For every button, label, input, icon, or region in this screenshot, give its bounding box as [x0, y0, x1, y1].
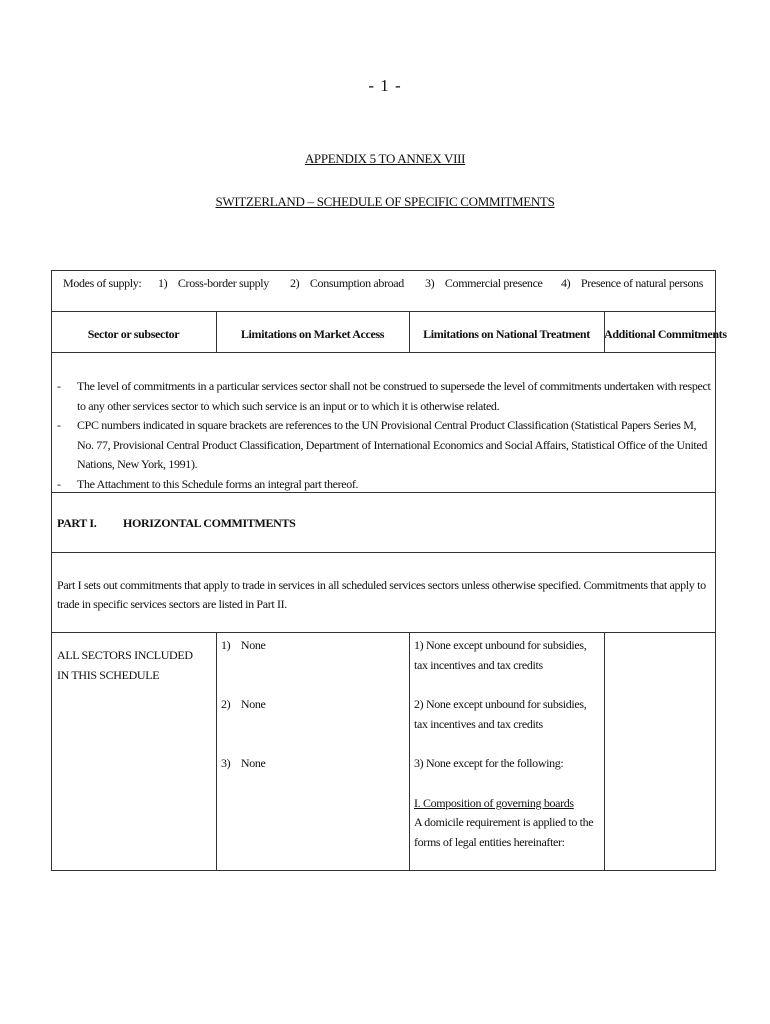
market-access-mode-1: 1) None [221, 638, 266, 652]
mode-commercial-presence: 3) Commercial presence [425, 276, 543, 290]
part-name: HORIZONTAL COMMITMENTS [123, 516, 296, 530]
row-divider-1 [216, 632, 217, 871]
commitments-table [51, 270, 727, 871]
rule-part [51, 552, 716, 553]
note-text: The Attachment to this Schedule forms an integral part thereof. [77, 476, 359, 491]
national-treatment-mode-3: 3) None except for the following: [414, 756, 564, 770]
market-access-mode-3: 3) None [221, 756, 266, 770]
header-national-treatment: Limitations on National Treatment [423, 327, 590, 341]
mode-consumption-abroad: 2) Consumption abroad [290, 276, 404, 290]
part-number: PART I. [57, 516, 97, 530]
page-number: - 1 - [368, 76, 402, 95]
header-market-access: Limitations on Market Access [240, 327, 385, 341]
market-access-mode-2: 2) None [221, 697, 266, 711]
header-additional: Additional Commitments [604, 327, 727, 341]
general-notes [57, 377, 712, 494]
governing-boards-heading: I. Composition of governing boards [414, 796, 574, 810]
note-item [57, 416, 712, 475]
sector-cell: ALL SECTORS INCLUDED IN THIS SCHEDULE [57, 648, 193, 682]
rule-intro [51, 632, 716, 633]
rule-modes [51, 311, 716, 312]
national-treatment-mode-1: 1) None except unbound for subsidies, tax incentives and tax credits [414, 638, 587, 672]
note-text: CPC numbers indicated in square brackets are references to the UN Provisional Central Product Classification (Statistical Papers Series M, No. 77, Provisional Central Product Classification, Department of International Economics and Social Affairs, Statistical Office of the United Nations, New York, 1991). [77, 418, 708, 471]
note-item [57, 475, 712, 495]
appendix-title: APPENDIX 5 TO ANNEX VIII [304, 151, 466, 166]
bullet-marker: - [57, 379, 61, 393]
note-text: The level of commitments in a particular services sector shall not be construed to supersede the level of commitments undertaken with respect to any other services sector to which such service is an input or to which it is otherwise related. [77, 379, 711, 413]
modes-label: Modes of supply: [63, 276, 142, 290]
bullet-marker: - [57, 476, 61, 491]
header-sector: Sector or subsector [87, 327, 180, 341]
domicile-requirement-text: A domicile requirement is applied to the forms of legal entities hereinafter: [414, 815, 594, 849]
schedule-title: SWITZERLAND – SCHEDULE OF SPECIFIC COMMITMENTS [215, 194, 555, 209]
row-divider-2 [409, 632, 410, 871]
mode-cross-border: 1) Cross-border supply [158, 276, 269, 290]
mode-natural-persons: 4) Presence of natural persons [561, 276, 704, 290]
row-divider-3 [604, 632, 605, 871]
rule-headers [51, 352, 716, 353]
part-intro: Part I sets out commitments that apply to trade in services in all scheduled services sectors unless otherwise specified. Commitments that apply to trade in specific services sectors are listed in Part II. [57, 578, 706, 611]
national-treatment-mode-2: 2) None except unbound for subsidies, tax incentives and tax credits [414, 697, 587, 731]
note-item [57, 377, 712, 416]
bullet-marker: - [57, 418, 61, 432]
